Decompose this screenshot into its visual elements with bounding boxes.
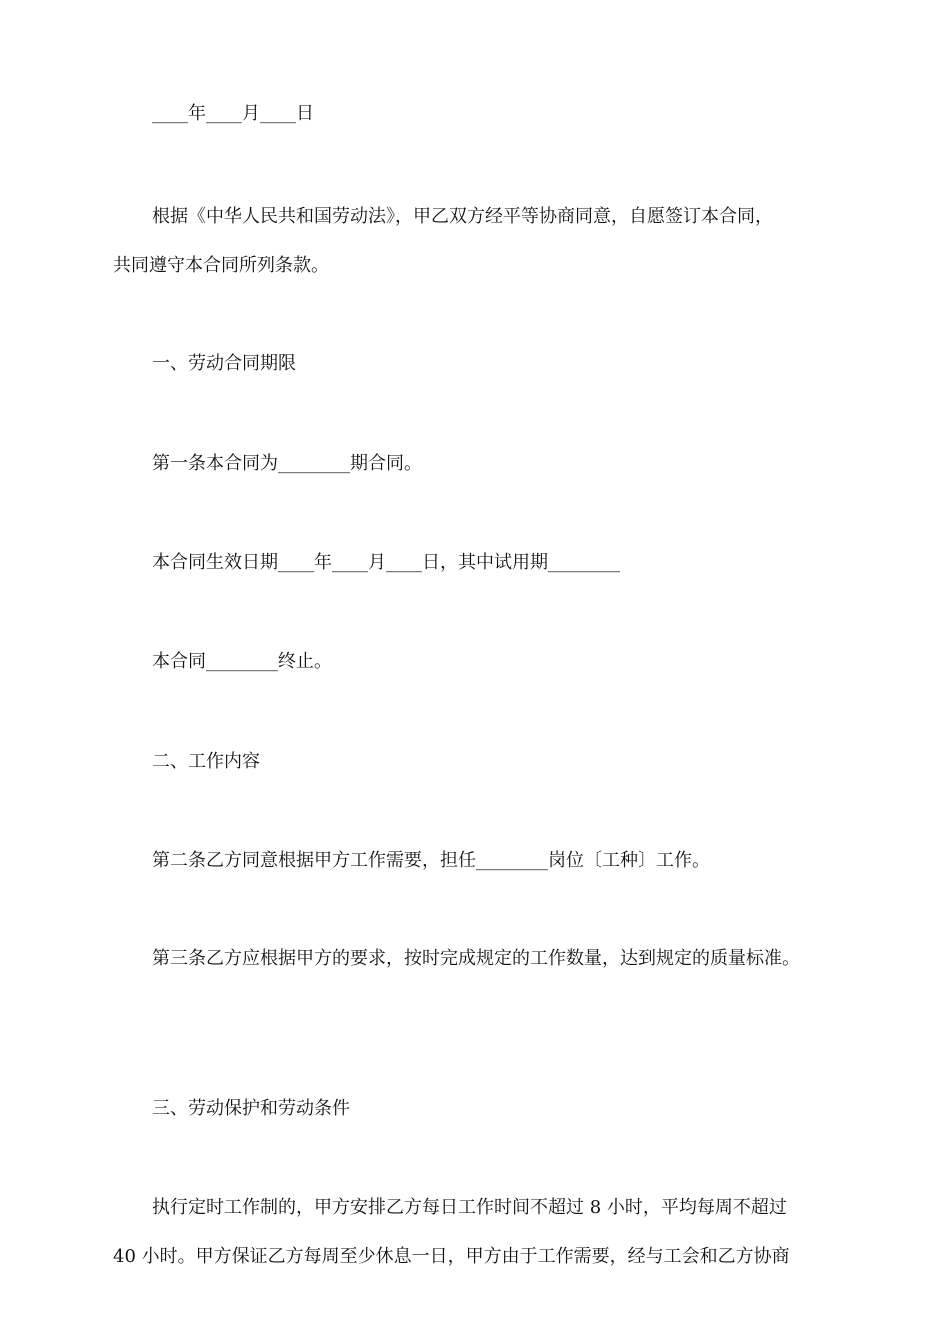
effective-date-line: 本合同生效日期____年____月____日，其中试用期________ [152, 552, 620, 573]
preamble-line-2: 共同遵守本合同所列条款。 [113, 255, 329, 276]
section-2-heading: 二、工作内容 [152, 751, 260, 772]
section-1-heading: 一、劳动合同期限 [152, 353, 296, 374]
article-2: 第二条乙方同意根据甲方工作需要，担任________岗位〔工种〕工作。 [152, 850, 710, 871]
article-1: 第一条本合同为________期合同。 [152, 453, 422, 474]
article-3: 第三条乙方应根据甲方的要求，按时完成规定的工作数量，达到规定的质量标准。 [152, 948, 800, 969]
section-3-paragraph-line-1: 执行定时工作制的，甲方安排乙方每日工作时间不超过 8 小时，平均每周不超过 [152, 1197, 787, 1218]
termination-line: 本合同________终止。 [152, 651, 332, 672]
section-3-heading: 三、劳动保护和劳动条件 [152, 1098, 350, 1119]
date-line: ____年____月____日 [152, 103, 314, 124]
section-3-paragraph-line-2: 40 小时。甲方保证乙方每周至少休息一日，甲方由于工作需要，经与工会和乙方协商 [113, 1246, 790, 1267]
preamble-line-1: 根据《中华人民共和国劳动法》，甲乙双方经平等协商同意，自愿签订本合同， [152, 206, 773, 227]
